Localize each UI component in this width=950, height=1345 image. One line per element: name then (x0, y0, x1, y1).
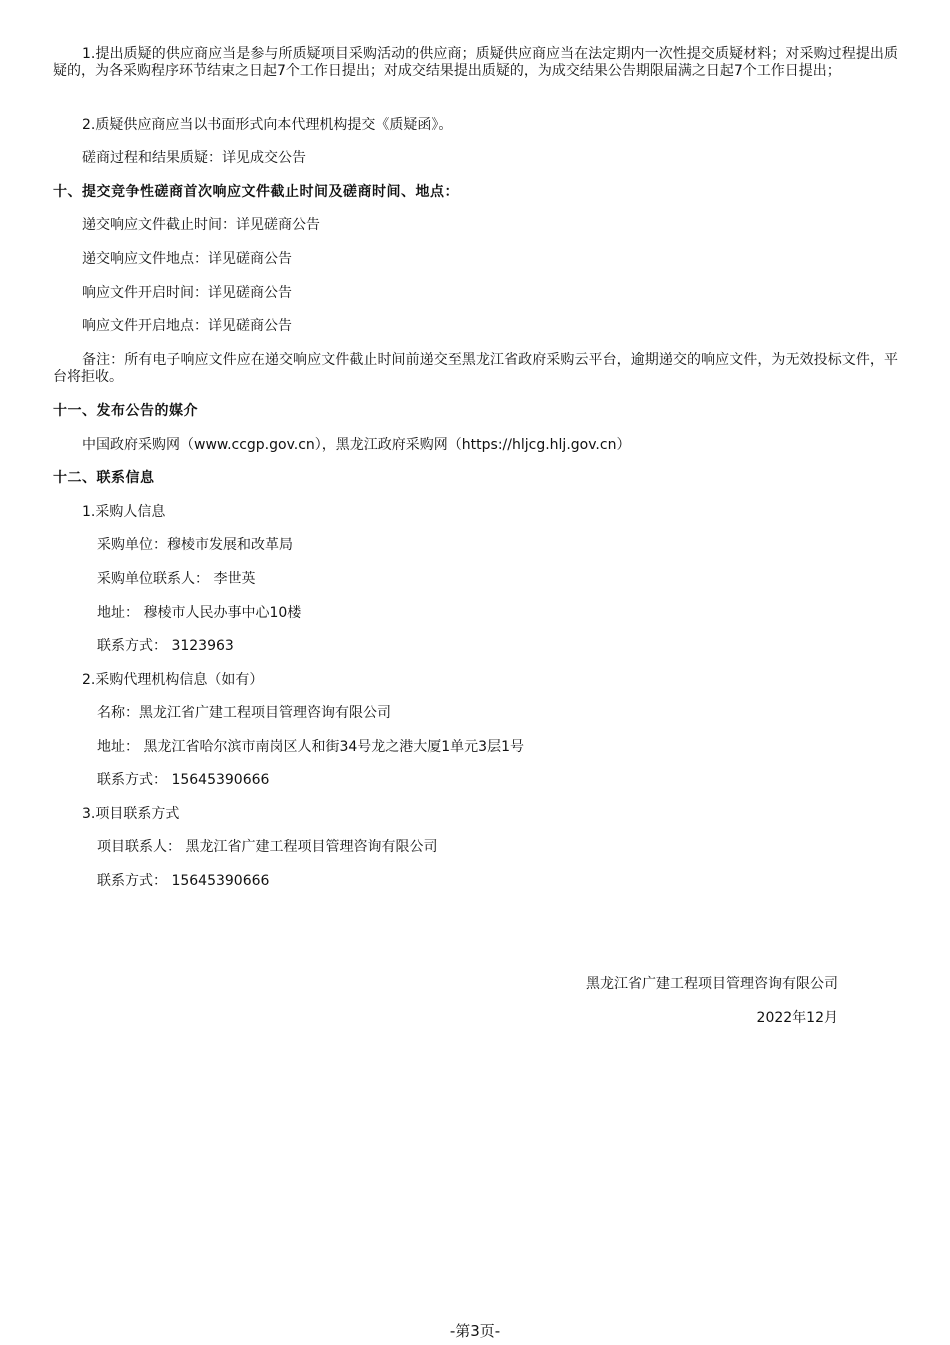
challenge-item-2: 2.质疑供应商应当以书面形式向本代理机构提交《质疑函》。 (82, 117, 453, 133)
challenge-item-1: 1.提出质疑的供应商应当是参与所质疑项目采购活动的供应商；质疑供应商应当在法定期内一次性提交质疑材料；对采购过程提出质疑的，为各采购程序环节结束之日起7个工作日提出；对成交结果提出质疑的，为成交结果公告期限届满之日起7个工作日提出； (53, 46, 898, 79)
project-contact-phone: 联系方式： 15645390666 (97, 873, 270, 889)
section-10-heading: 十、提交竞争性磋商首次响应文件截止时间及磋商时间、地点： (53, 184, 459, 200)
purchaser-address: 地址： 穆棱市人民办事中心10楼 (97, 605, 302, 621)
opening-time: 响应文件开启时间：详见磋商公告 (82, 285, 292, 301)
page-number: -第3页- (449, 1322, 501, 1340)
publication-media: 中国政府采购网（www.ccgp.gov.cn），黑龙江政府采购网（https://hljcg.hlj.gov.cn） (82, 437, 631, 453)
project-contact-person: 项目联系人： 黑龙江省广建工程项目管理咨询有限公司 (97, 839, 438, 855)
challenge-process-note: 磋商过程和结果质疑：详见成交公告 (82, 150, 306, 166)
section-11-heading: 十一、发布公告的媒介 (53, 403, 198, 419)
agency-info-title: 2.采购代理机构信息（如有） (82, 672, 264, 688)
agency-phone: 联系方式： 15645390666 (97, 772, 270, 788)
project-contact-title: 3.项目联系方式 (82, 806, 180, 822)
remark: 备注：所有电子响应文件应在递交响应文件截止时间前递交至黑龙江省政府采购云平台，逾期递交的响应文件，为无效投标文件，平台将拒收。 (53, 352, 898, 385)
section-12-heading: 十二、联系信息 (53, 470, 155, 486)
purchaser-info-title: 1.采购人信息 (82, 504, 166, 520)
signature-company: 黑龙江省广建工程项目管理咨询有限公司 (586, 976, 838, 992)
agency-address: 地址： 黑龙江省哈尔滨市南岗区人和街34号龙之港大厦1单元3层1号 (97, 739, 524, 755)
agency-name: 名称：黑龙江省广建工程项目管理咨询有限公司 (97, 705, 391, 721)
purchaser-contact: 采购单位联系人： 李世英 (97, 571, 256, 587)
response-location: 递交响应文件地点：详见磋商公告 (82, 251, 292, 267)
purchaser-unit: 采购单位：穆棱市发展和改革局 (97, 537, 293, 553)
response-deadline: 递交响应文件截止时间：详见磋商公告 (82, 217, 320, 233)
opening-location: 响应文件开启地点：详见磋商公告 (82, 318, 292, 334)
signature-date: 2022年12月 (756, 1010, 838, 1026)
purchaser-phone: 联系方式： 3123963 (97, 638, 234, 654)
